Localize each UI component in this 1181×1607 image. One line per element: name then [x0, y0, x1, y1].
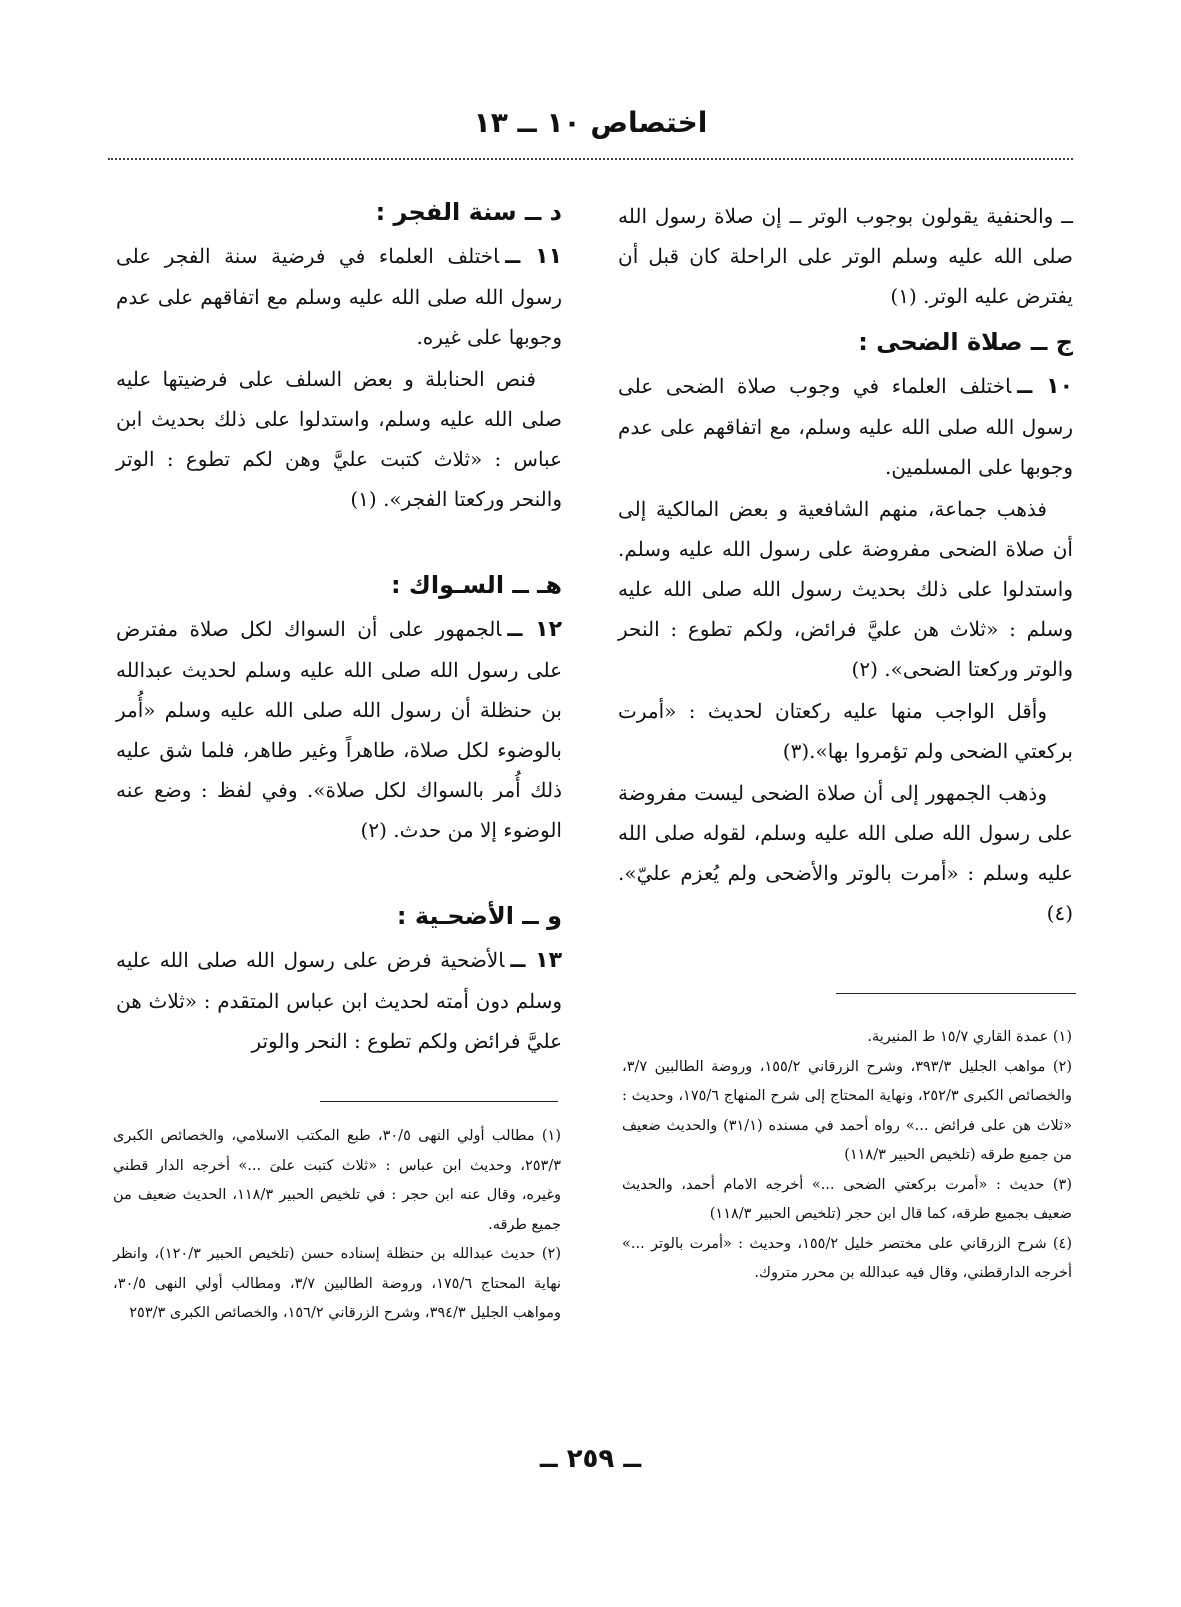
spacer: [116, 521, 562, 561]
footnote-left-1: (١) مطالب أولي النهى ٣٠/٥، طبع المكتب الاسلامي، والخصائص الكبرى ٢٥٣/٣، وحديث ابن عباس : «ثلاث كتبت علىَ ...» أخرجه الدار قطني وغيره، وقال عنه ابن حجر : في تلخيص الحبير ١١٨/٣، الحديث ضعيف من جميع طرقه.: [113, 1128, 561, 1233]
section-number-11: ١١ ــ: [505, 244, 563, 269]
page-number: ــ ٢٥٩ ــ: [539, 1444, 642, 1474]
footnote-right-3: (٣) حديث : «أمرت بركعتي الضحى ...» أخرجه الامام أحمد، والحديث ضعيف بجميع طرقه، كما قال ابن حجر (تلخيص الحبير ١١٨/٣): [622, 1176, 1072, 1222]
heading-duha-prayer: ج ــ صلاة الضحى :: [858, 328, 1073, 356]
left-column: [116, 188, 562, 1063]
section-number-12: ١٢ ــ: [507, 617, 562, 642]
left-footnotes: [113, 1122, 561, 1329]
left-footnote-rule: [320, 1101, 558, 1102]
right-footnotes: [622, 1023, 1072, 1289]
footnote-right-4: (٤) شرح الزرقاني على مختصر خليل ١٥٥/٢، وحديث : «أمرت بالوتر ...» أخرجه الدارقطني، وقال فيه عبدالله بن محرر متروك.: [622, 1235, 1072, 1281]
spacer: [116, 852, 562, 892]
header-dotted-rule: [108, 158, 1073, 160]
right-column: [618, 196, 1073, 935]
paragraph-duha-minimum: وأقل الواجب منها عليه ركعتان لحديث : «أمرت بركعتي الضحى ولم تؤمروا بها».(٣): [618, 699, 1073, 763]
paragraph-duha-obligatory: فذهب جماعة، منهم الشافعية و بعض المالكية إلى أن صلاة الضحى مفروضة على رسول الله عليه وسلم. واستدلوا على ذلك بحديث رسول الله صلى الله عليه وسلم : «ثلاث هن عليَّ فرائض، ولكم تطوع : النحر والوتر وركعتا الضحى». (٢): [618, 497, 1073, 681]
section-13-text: الأضحية فرض على رسول الله صلى الله عليه وسلم دون أمته لحديث ابن عباس المتقدم : «ثلاث هن عليَّ فرائض ولكم تطوع : النحر والوتر: [116, 948, 562, 1053]
section-10-text: اختلف العلماء في وجوب صلاة الضحى على رسول الله صلى الله عليه وسلم، مع اتفاقهم على عدم وجوبها على المسلمين.: [618, 374, 1073, 479]
section-12: [116, 609, 562, 850]
paragraph-fajr-hanbali: فنص الحنابلة و بعض السلف على فرضيتها عليه صلى الله عليه وسلم، واستدلوا على ذلك بحديث ابن عباس : «ثلاث كتبت عليَّ وهن لكم تطوع : الوتر والنحر وركعتا الفجر». (١): [116, 367, 562, 511]
section-13: [116, 940, 562, 1061]
running-header: اختصاص ١٠ ــ ١٣: [473, 106, 708, 139]
footnote-right-2: (٢) مواهب الجليل ٣٩٣/٣، وشرح الزرقاني ١٥٥/٢، وروضة الطالبين ٣/٧، والخصائص الكبرى ٢٥٢/٣، ونهاية المحتاج إلى شرح المنهاج ١٧٥/٦، وحديث : «ثلاث هن على فرائض ...» رواه أحمد في مسنده (٣١/١) والحديث ضعيف من جميع طرقه (تلخيص الحبير ١١٨/٣): [622, 1058, 1073, 1163]
section-number-10: ١٠ ــ: [1017, 374, 1073, 399]
heading-fajr-sunnah: د ــ سنة الفجر :: [375, 198, 562, 226]
heading-udhiyah: و ــ الأضحـية :: [396, 902, 562, 930]
right-footnote-rule: [836, 993, 1076, 994]
section-10: [618, 366, 1073, 487]
paragraph-duha-majority: وذهب الجمهور إلى أن صلاة الضحى ليست مفروضة على رسول الله صلى الله عليه وسلم، لقوله صلى الله عليه وسلم : «أمرت بالوتر والأضحى ولم يُعزم عليّ». (٤): [618, 781, 1073, 925]
section-11-text: اختلف العلماء في فرضية سنة الفجر على رسول الله صلى الله عليه وسلم مع اتفاقهم على عدم وجوبها على غيره.: [116, 244, 562, 349]
section-11: [116, 236, 562, 357]
section-12-text: الجمهور على أن السواك لكل صلاة مفترض على رسول الله صلى الله عليه وسلم لحديث عبدالله بن حنظلة أن رسول الله صلى الله عليه وسلم «أُمر بالوضوء لكل صلاة، طاهراً وغير طاهر، فلما شق عليه ذلك أُمر بالسواك لكل صلاة». وفي لفظ : وضع عنه الوضوء إلا من حدث. (٢): [116, 617, 562, 842]
paragraph-witr-hanafi: ــ والحنفية يقولون بوجوب الوتر ــ إن صلاة رسول الله صلى الله عليه وسلم الوتر على الراحلة كان قبل أن يفترض عليه الوتر. (١): [618, 204, 1073, 308]
footnote-right-1: (١) عمدة القاري ١٥/٧ ط المنيرية.: [867, 1029, 1072, 1045]
footnote-left-2: (٢) حديث عبدالله بن حنظلة إسناده حسن (تلخيص الحبير ١٢٠/٣)، وانظر نهاية المحتاج ١٧٥/٦، وروضة الطالبين ٣/٧، ومطالب أولي النهى ٣٠/٥، ومواهب الجليل ٣٩٤/٣، وشرح الزرقاني ١٥٦/٢، والخصائص الكبرى ٢٥٣/٣: [113, 1246, 561, 1321]
section-number-13: ١٣ ــ: [510, 948, 562, 973]
heading-siwak: هـ ــ السـواك :: [390, 571, 562, 599]
